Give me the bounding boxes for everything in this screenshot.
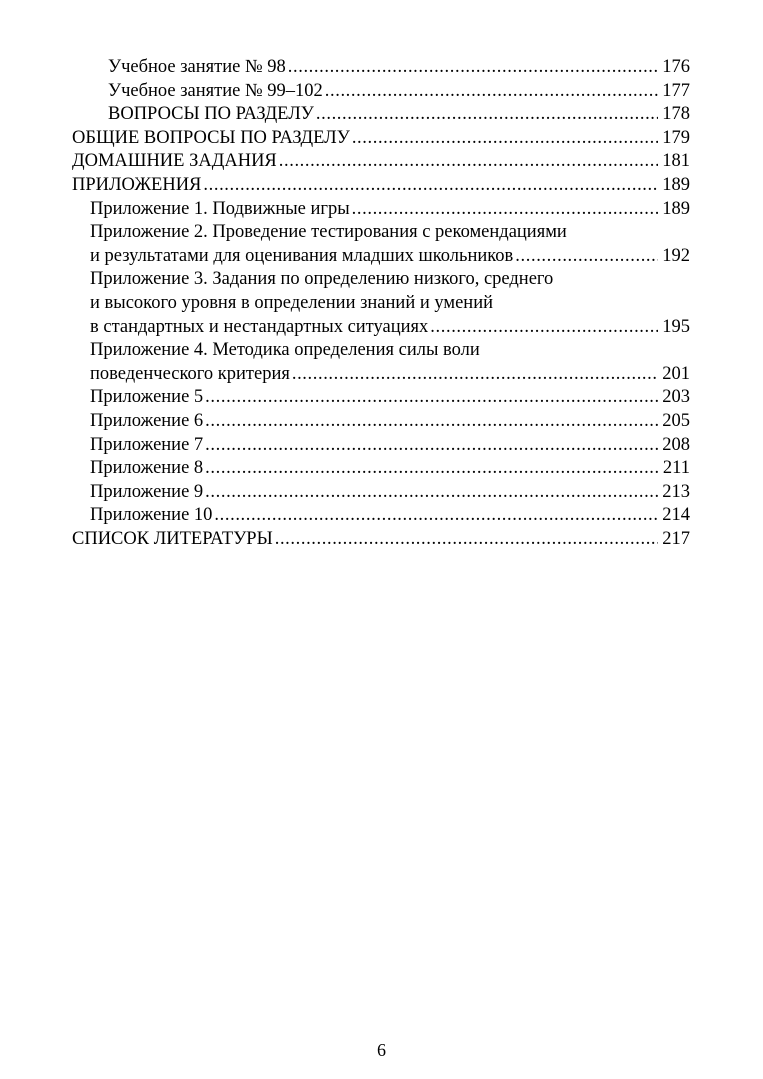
- toc-entry: [72, 316, 690, 340]
- toc-entry: [72, 457, 690, 481]
- toc-entry-title: Приложение 6: [90, 410, 204, 431]
- toc-leader-dots: [430, 316, 658, 340]
- toc-entry: [72, 127, 690, 151]
- toc-entry-title: ДОМАШНИЕ ЗАДАНИЯ: [72, 151, 277, 172]
- toc-leader-dots: [292, 363, 658, 387]
- toc-entry-title: Приложение 10: [90, 505, 213, 526]
- toc-entry: [72, 410, 690, 434]
- toc-entry: [72, 481, 690, 505]
- toc-entry: [72, 174, 690, 198]
- toc-leader-dots: [316, 103, 658, 127]
- toc-entry-title: СПИСОК ЛИТЕРАТУРЫ: [72, 528, 273, 549]
- toc-entry: [72, 528, 690, 552]
- toc-entry-page: 176: [662, 57, 690, 77]
- toc-entry-title: Приложение 7: [90, 434, 204, 455]
- toc-entry-title: и результатами для оценивания младших школьников: [90, 245, 514, 266]
- toc-entry-continued-line: [72, 339, 690, 363]
- toc-entry-title: Приложение 2. Проведение тестирования с рекомендациями: [90, 222, 567, 243]
- toc-entry-page: 203: [662, 387, 690, 408]
- toc-entry-title: Приложение 4. Методика определения силы воли: [90, 340, 480, 361]
- toc-leader-dots: [279, 150, 658, 174]
- toc-entry-page: 211: [662, 458, 690, 479]
- toc-entry-page: 178: [662, 104, 690, 125]
- toc-leader-dots: [205, 410, 658, 434]
- toc-entry-page: 177: [662, 80, 690, 101]
- toc-entry-continued-line: [72, 292, 690, 316]
- toc-entry-page: 214: [662, 505, 690, 526]
- toc-entry-title: Приложение 9: [90, 481, 204, 502]
- toc-entry-title: Приложение 5: [90, 387, 204, 408]
- toc-entry: [72, 363, 690, 387]
- toc-entry-page: 213: [662, 481, 690, 502]
- toc-entry-page: 195: [662, 316, 690, 337]
- toc-leader-dots: [352, 198, 659, 222]
- toc-entry-page: 208: [662, 434, 690, 455]
- toc-entry-title: Приложение 3. Задания по определению низкого, среднего: [90, 269, 554, 290]
- toc-entry-title: Учебное занятие № 99–102: [108, 80, 323, 101]
- toc-entry: [72, 150, 690, 174]
- toc-leader-dots: [205, 386, 658, 410]
- toc-entry-page: 217: [662, 528, 690, 549]
- toc-entry: [72, 56, 690, 80]
- toc-leader-dots: [288, 56, 658, 80]
- toc-entry: [72, 504, 690, 528]
- toc-leader-dots: [205, 434, 658, 458]
- toc-entry-page: 205: [662, 410, 690, 431]
- toc-entry-title: ПРИЛОЖЕНИЯ: [72, 174, 202, 195]
- toc-leader-dots: [275, 528, 659, 552]
- toc-entry-continued-line: [72, 221, 690, 245]
- toc-entry: [72, 103, 690, 127]
- toc-entry-page: 179: [662, 127, 690, 148]
- toc-entry: [72, 80, 690, 104]
- toc-entry-title: Приложение 1. Подвижные игры: [90, 198, 350, 219]
- toc-entry-page: 192: [662, 245, 690, 266]
- toc-entry-page: 181: [662, 151, 690, 172]
- toc-entry-title: Приложение 8: [90, 458, 204, 479]
- toc-entry-title: и высокого уровня в определении знаний и умений: [90, 292, 493, 313]
- toc-entry-page: 189: [662, 174, 690, 195]
- toc-leader-dots: [352, 127, 658, 151]
- toc-leader-dots: [325, 80, 658, 104]
- toc-entry: [72, 386, 690, 410]
- toc-entry-title: ВОПРОСЫ ПО РАЗДЕЛУ: [108, 104, 314, 125]
- toc-entry: [72, 245, 690, 269]
- toc-entry-title: Учебное занятие № 98: [108, 57, 286, 77]
- page-number: 6: [377, 1040, 386, 1060]
- toc-entry: [72, 434, 690, 458]
- toc-leader-dots: [214, 504, 658, 528]
- table-of-contents: [72, 56, 690, 551]
- toc-leader-dots: [203, 174, 658, 198]
- toc-entry-continued-line: [72, 268, 690, 292]
- toc-entry-title: в стандартных и нестандартных ситуациях: [90, 316, 429, 337]
- toc-entry-page: 201: [662, 363, 690, 384]
- toc-entry-title: поведенческого критерия: [90, 363, 290, 384]
- toc-leader-dots: [205, 481, 658, 505]
- toc-leader-dots: [515, 245, 658, 269]
- toc-entry-page: 189: [662, 198, 690, 219]
- toc-leader-dots: [205, 457, 659, 481]
- toc-entry-title: ОБЩИЕ ВОПРОСЫ ПО РАЗДЕЛУ: [72, 127, 350, 148]
- toc-entry: [72, 198, 690, 222]
